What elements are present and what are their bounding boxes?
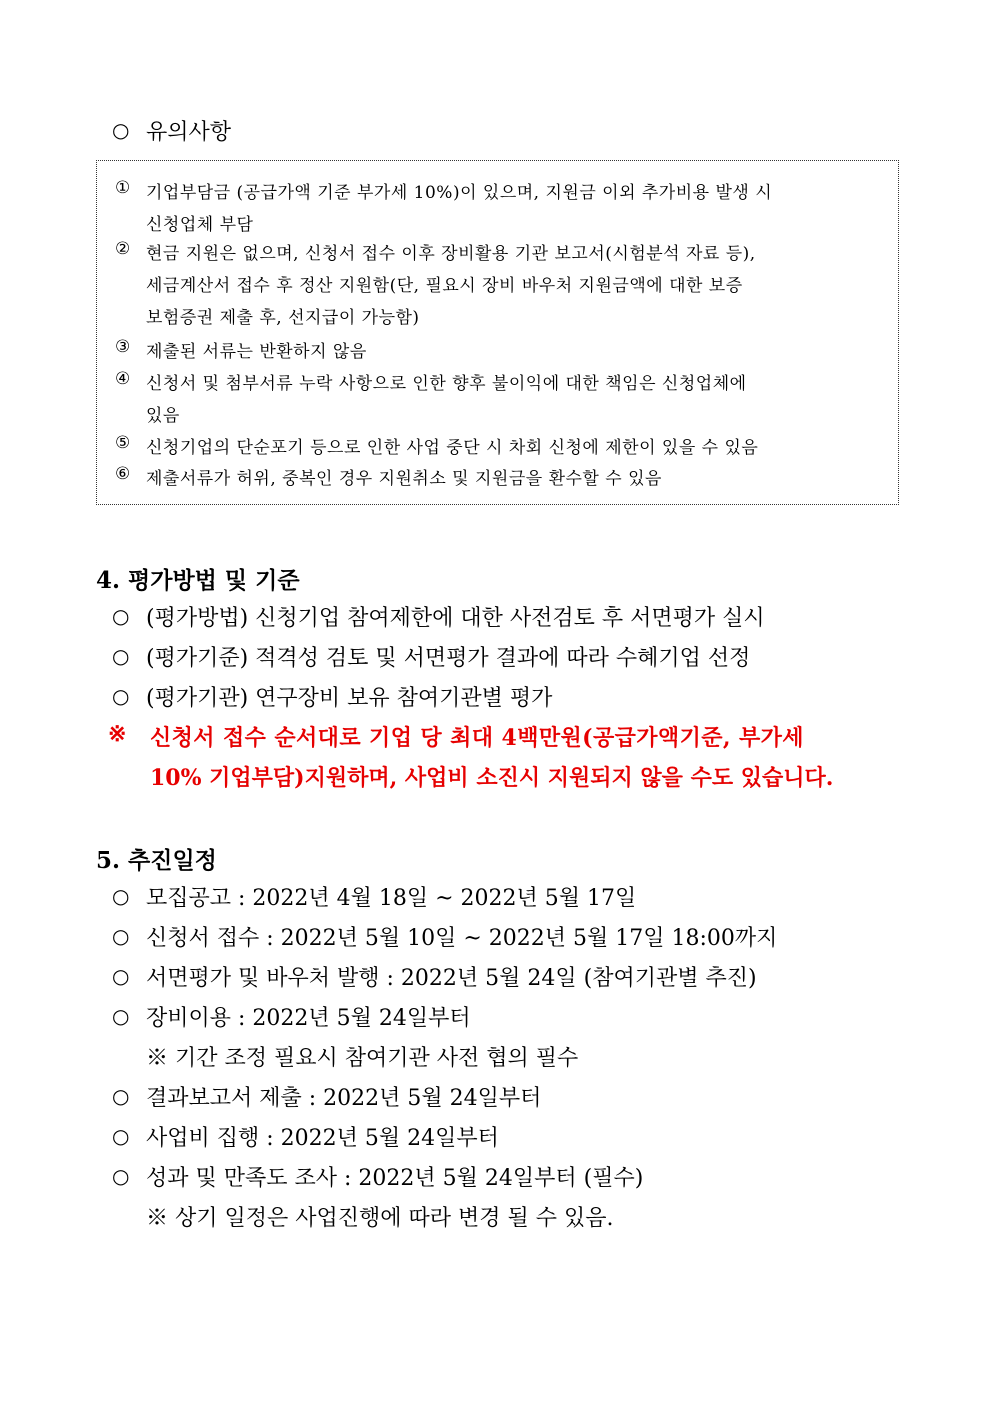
caution-line: 있음 xyxy=(146,406,180,426)
schedule-item-7: 성과 및 만족도 조사 : 2022년 5월 24일부터 (필수) xyxy=(146,1166,644,1191)
caution-num: ② xyxy=(115,239,131,259)
bullet-icon: ○ xyxy=(112,604,130,628)
cautions-title: 유의사항 xyxy=(146,120,232,145)
section4-bullet-3: (평가기관) 연구장비 보유 참여기관별 평가 xyxy=(146,686,553,711)
section4-bullet-2: (평가기준) 적격성 검토 및 서면평가 결과에 따라 수혜기업 선정 xyxy=(146,646,751,671)
bullet-icon: ○ xyxy=(112,118,130,142)
schedule-note-1: ※ 기간 조정 필요시 참여기관 사전 협의 필수 xyxy=(146,1046,579,1071)
section4-heading: 4. 평가방법 및 기준 xyxy=(96,567,300,594)
caution-line: 현금 지원은 없으며, 신청서 접수 이후 장비활용 기관 보고서(시험분석 자료 등), xyxy=(146,244,756,264)
notice-line-1: 신청서 접수 순서대로 기업 당 최대 4백만원(공급가액기준, 부가세 xyxy=(150,725,804,751)
caution-line: 제출된 서류는 반환하지 않음 xyxy=(146,342,367,362)
caution-line: 기업부담금 (공급가액 기준 부가세 10%)이 있으며, 지원금 이외 추가비용 발생 시 xyxy=(146,183,773,203)
caution-num: ① xyxy=(115,178,131,198)
bullet-icon: ○ xyxy=(112,1004,130,1028)
bullet-icon: ○ xyxy=(112,644,130,668)
bullet-icon: ○ xyxy=(112,884,130,908)
schedule-item-6: 사업비 집행 : 2022년 5월 24일부터 xyxy=(146,1126,499,1151)
caution-line: 세금계산서 접수 후 정산 지원함(단, 필요시 장비 바우처 지원금액에 대한 보증 xyxy=(146,276,743,296)
notice-mark: ※ xyxy=(108,721,127,747)
bullet-icon: ○ xyxy=(112,924,130,948)
schedule-item-2: 신청서 접수 : 2022년 5월 10일 ~ 2022년 5월 17일 18:00까지 xyxy=(146,926,778,951)
notice-line-2: 10% 기업부담)지원하며, 사업비 소진시 지원되지 않을 수도 있습니다. xyxy=(150,765,834,791)
bullet-icon: ○ xyxy=(112,684,130,708)
bullet-icon: ○ xyxy=(112,964,130,988)
section4-bullet-1: (평가방법) 신청기업 참여제한에 대한 사전검토 후 서면평가 실시 xyxy=(146,606,765,631)
caution-num: ③ xyxy=(115,337,131,357)
schedule-item-3: 서면평가 및 바우처 발행 : 2022년 5월 24일 (참여기관별 추진) xyxy=(146,966,757,991)
schedule-item-1: 모집공고 : 2022년 4월 18일 ~ 2022년 5월 17일 xyxy=(146,886,637,911)
schedule-item-4: 장비이용 : 2022년 5월 24일부터 xyxy=(146,1006,471,1031)
caution-line: 신청업체 부담 xyxy=(146,215,254,235)
schedule-note-2: ※ 상기 일정은 사업진행에 따라 변경 될 수 있음. xyxy=(146,1206,614,1231)
caution-line: 보험증권 제출 후, 선지급이 가능함) xyxy=(146,308,420,328)
caution-line: 제출서류가 허위, 중복인 경우 지원취소 및 지원금을 환수할 수 있음 xyxy=(146,469,662,489)
bullet-icon: ○ xyxy=(112,1084,130,1108)
section5-heading: 5. 추진일정 xyxy=(96,847,217,874)
schedule-item-5: 결과보고서 제출 : 2022년 5월 24일부터 xyxy=(146,1086,542,1111)
bullet-icon: ○ xyxy=(112,1124,130,1148)
cautions-box xyxy=(96,160,899,505)
caution-num: ⑥ xyxy=(115,464,131,484)
caution-num: ⑤ xyxy=(115,433,131,453)
caution-line: 신청기업의 단순포기 등으로 인한 사업 중단 시 차회 신청에 제한이 있을 수 있음 xyxy=(146,438,759,458)
caution-line: 신청서 및 첨부서류 누락 사항으로 인한 향후 불이익에 대한 책임은 신청업체에 xyxy=(146,374,747,394)
bullet-icon: ○ xyxy=(112,1164,130,1188)
caution-num: ④ xyxy=(115,369,131,389)
